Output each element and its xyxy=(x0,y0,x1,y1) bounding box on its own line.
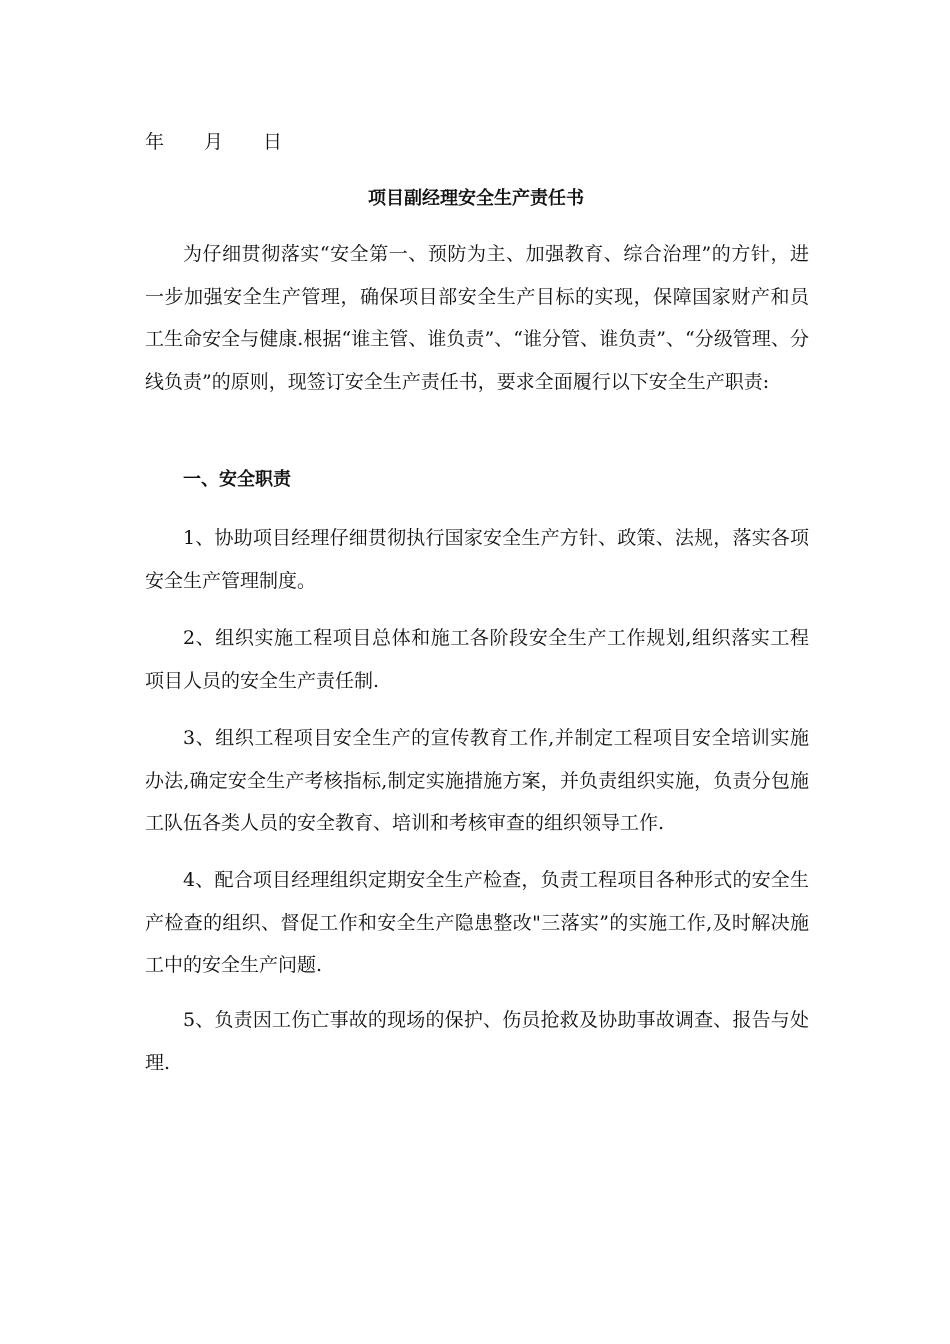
date-day: 日 xyxy=(263,131,283,153)
duty-item-5: 5、负责因工伤亡事故的现场的保护、伤员抢救及协助事故调查、报告与处理. xyxy=(145,1009,809,1074)
document-title: 项目副经理安全生产责任书 xyxy=(368,188,584,209)
section-heading: 一、安全职责 xyxy=(183,469,291,490)
intro-paragraph: 为仔细贯彻落实“安全第一、预防为主、加强教育、综合治理”的方针，进一步加强安全生产管理，确保项目部安全生产目标的实现，保障国家财产和员工生命安全与健康.根据“谁主管、谁负责”、“谁分管、谁负责”、“分级管理、分线负责”的原则，现签订安全生产责任书，要求全面履行以下安全生产职责: xyxy=(145,243,809,393)
date-month: 月 xyxy=(204,131,224,153)
duty-item-4: 4、配合项目经理组织定期安全生产检查，负责工程项目各种形式的安全生产检查的组织、督促工作和安全生产隐患整改"三落实”的实施工作,及时解决施工中的安全生产问题. xyxy=(145,869,809,976)
duty-item-3: 3、组织工程项目安全生产的宣传教育工作,并制定工程项目安全培训实施办法,确定安全生产考核指标,制定实施措施方案，并负责组织实施，负责分包施工队伍各类人员的安全教育、培训和考核审查的组织领导工作. xyxy=(145,727,809,834)
date-year: 年 xyxy=(145,131,165,153)
duty-item-2: 2、组织实施工程项目总体和施工各阶段安全生产工作规划,组织落实工程项目人员的安全生产责任制. xyxy=(145,627,809,692)
duty-item-1: 1、协助项目经理仔细贯彻执行国家安全生产方针、政策、法规，落实各项安全生产管理制度。 xyxy=(145,527,809,592)
date-spacer xyxy=(164,128,204,156)
date-line xyxy=(145,128,282,156)
date-spacer xyxy=(223,128,263,156)
